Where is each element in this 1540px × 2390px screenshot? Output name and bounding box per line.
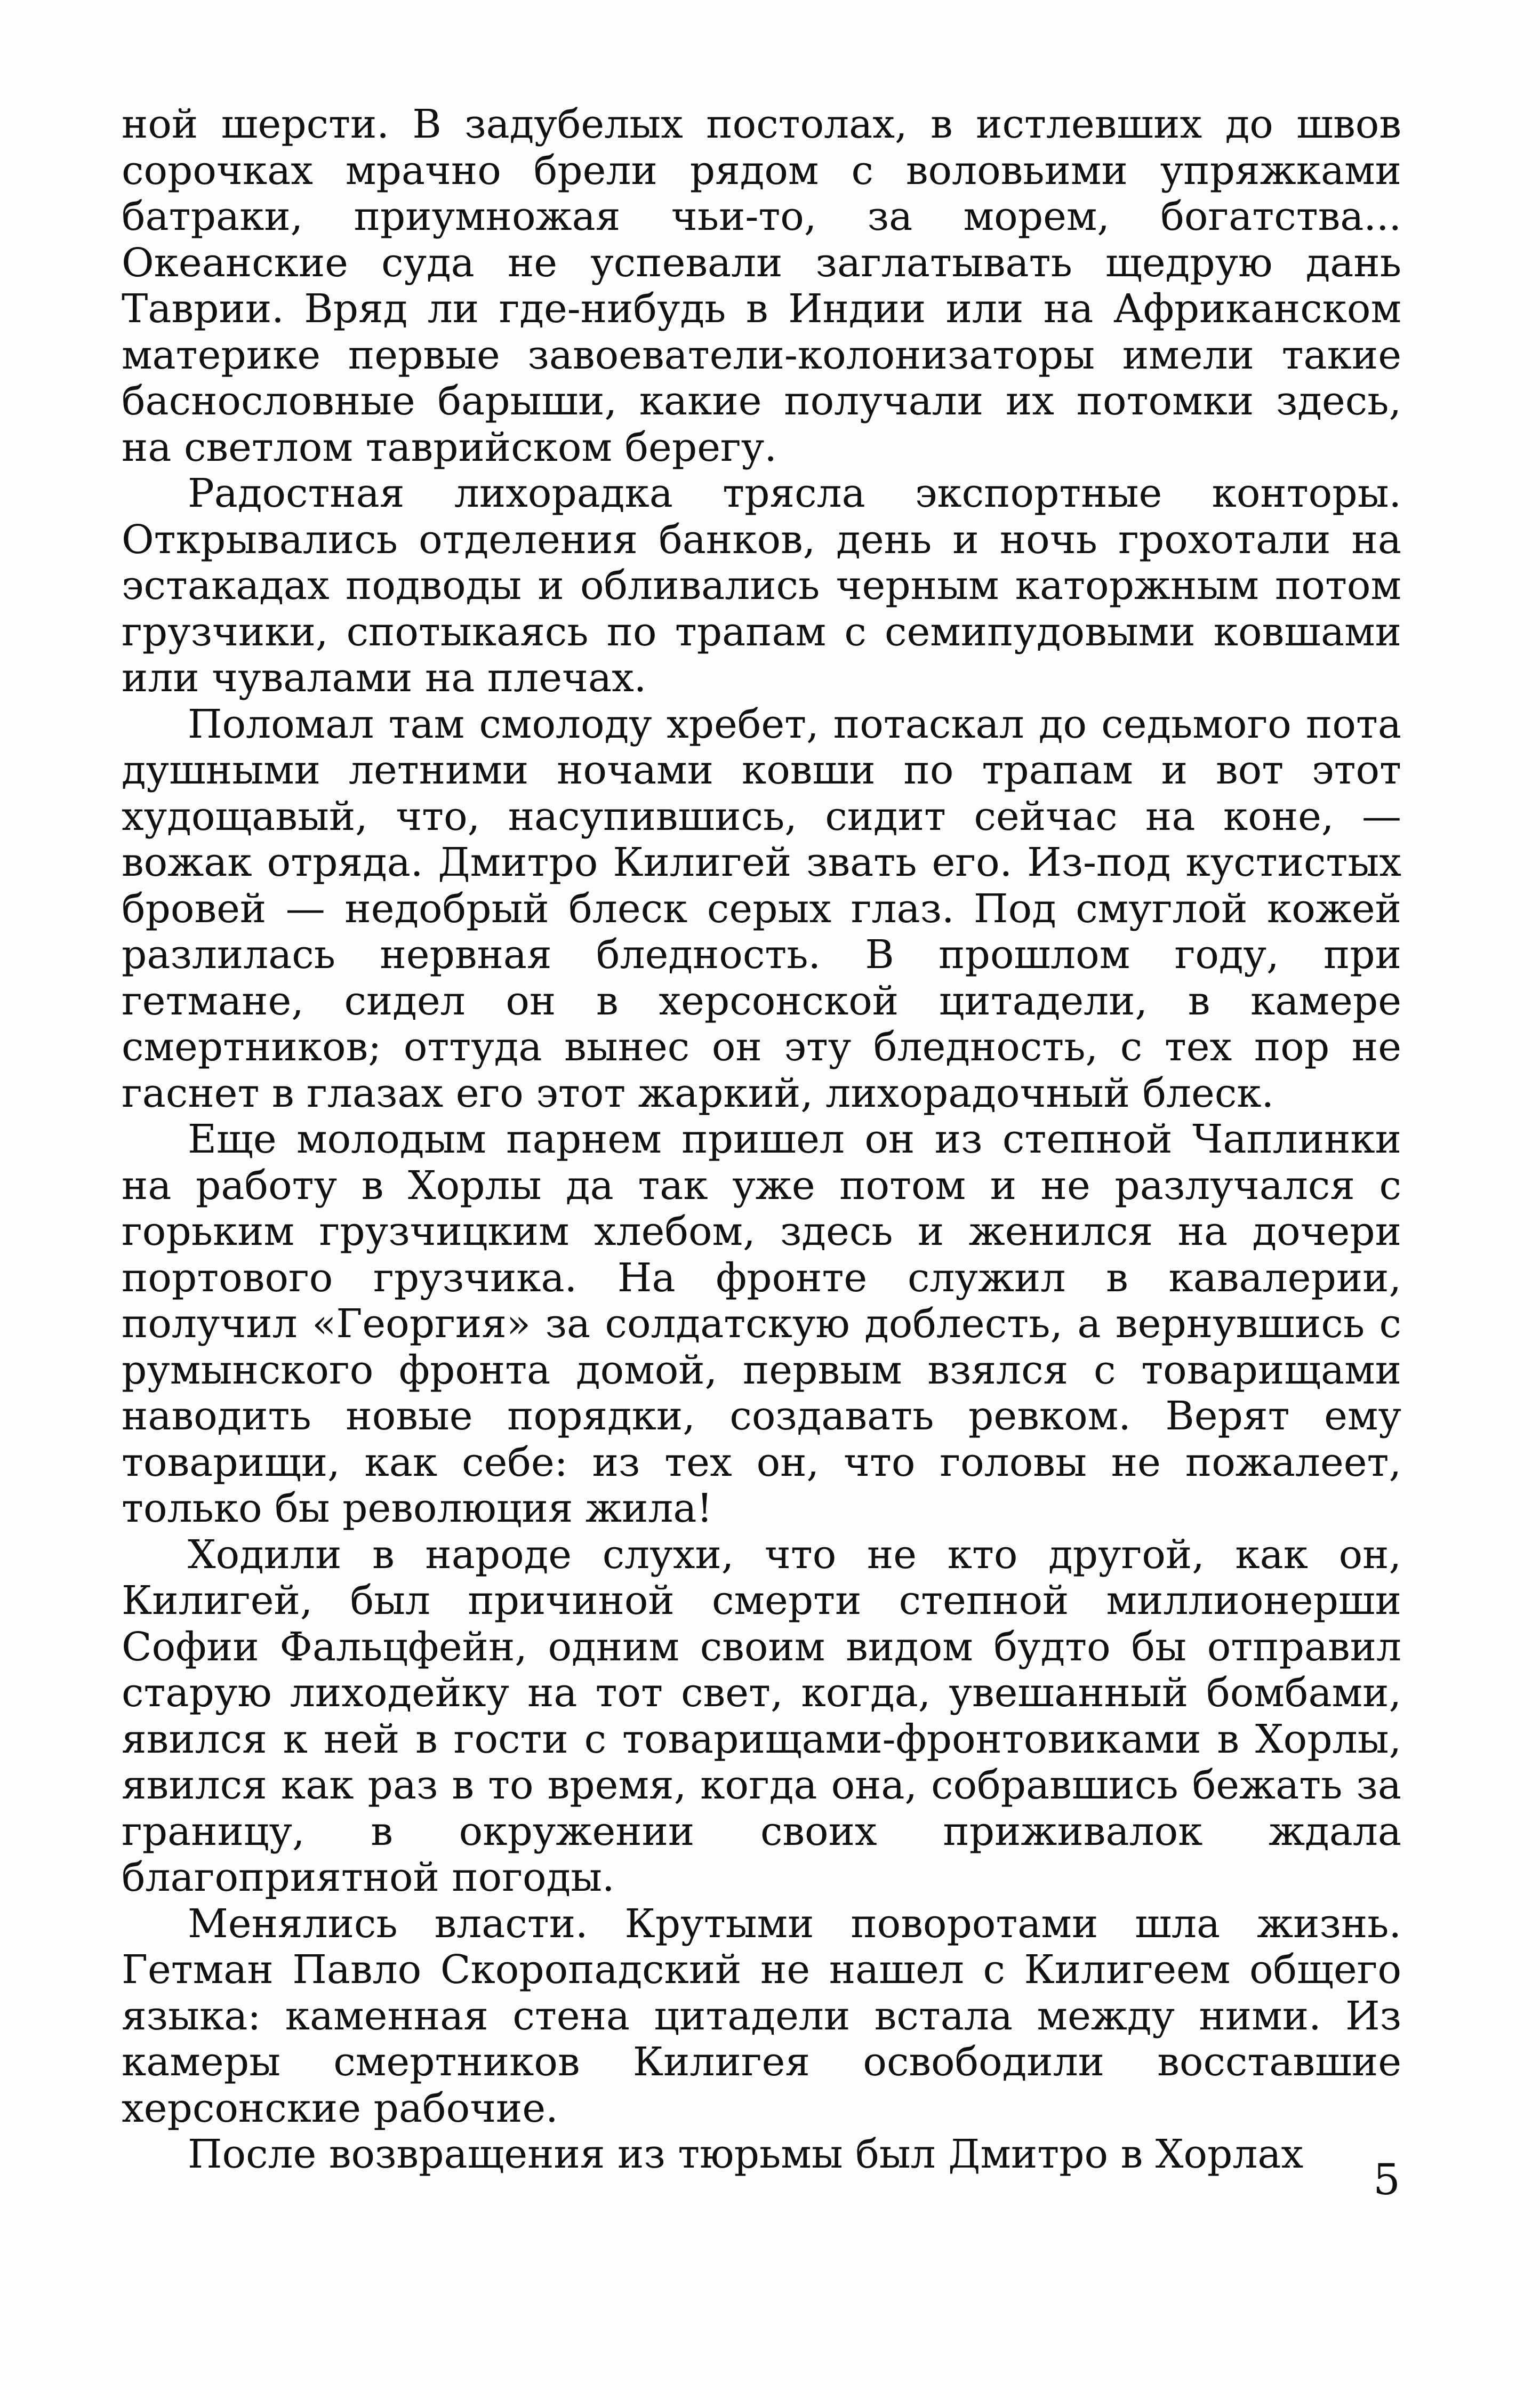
page-number: 5 [1373,2155,1400,2204]
paragraph-4: Еще молодым парнем пришел он из степной Чаплинки на работу в Хорлы да так уже потом и не разлучался с горьким грузчицким хлебом, здесь и женился на дочери портового грузчика. На фронте служил в кавалерии, получил «Георгия» за солдатскую доблесть, а вернувшись с румынского фронта домой, первым взялся с товарищами наводить новые порядки, создавать ревком. Верят ему товарищи, как себе: из тех он, что головы не пожалеет, только бы революция жила! [122,1116,1401,1531]
paragraph-3: Поломал там смолоду хребет, потаскал до седьмого пота душными летними ночами ковши по трапам и вот этот худощавый, что, насупившись, сидит сейчас на коне, — вожак отряда. Дмитро Килигей звать его. Из-под кустистых бровей — недобрый блеск серых глаз. Под смуглой кожей разлилась нервная бледность. В прошлом году, при гетмане, сидел он в херсонской цитадели, в камере смертников; оттуда вынес он эту бледность, с тех пор не гаснет в глазах его этот жаркий, лихорадочный блеск. [122,701,1401,1116]
paragraph-7: После возвращения из тюрьмы был Дмитро в Хорлах [188,2131,1304,2177]
body-text [122,101,1401,2178]
paragraph-2: Радостная лихорадка трясла экспортные конторы. Открывались отделения банков, день и ночь грохотали на эстакадах подводы и обливались черным каторжным потом грузчики, спотыкаясь по трапам с семипудовыми ковшами или чувалами на плечах. [122,470,1401,701]
paragraph-1: ной шерсти. В задубелых постолах, в истлевших до швов сорочках мрачно брели рядом с воловьими упряжками батраки, приумножая чьи-то, за морем, богатства... Океанские суда не успевали заглатывать щедрую дань Таврии. Вряд ли где-нибудь в Индии или на Африканском материке первые завоеватели-колонизаторы имели такие баснословные барыши, какие получали их потомки здесь, на светлом таврийском берегу. [122,101,1401,470]
paragraph-6: Менялись власти. Крутыми поворотами шла жизнь. Гетман Павло Скоропадский не нашел с Килигеем общего языка: каменная стена цитадели встала между ними. Из камеры смертников Килигея освободили восставшие херсонские рабочие. [122,1900,1401,2131]
paragraph-5: Ходили в народе слухи, что не кто другой, как он, Килигей, был причиной смерти степной миллионерши Софии Фальцфейн, одним своим видом будто бы отправил старую лиходейку на тот свет, когда, увешанный бомбами, явился к ней в гости с товарищами-фронтовиками в Хорлы, явился как раз в то время, когда она, собравшись бежать за границу, в окружении своих приживалок ждала благоприятной погоды. [122,1531,1401,1900]
